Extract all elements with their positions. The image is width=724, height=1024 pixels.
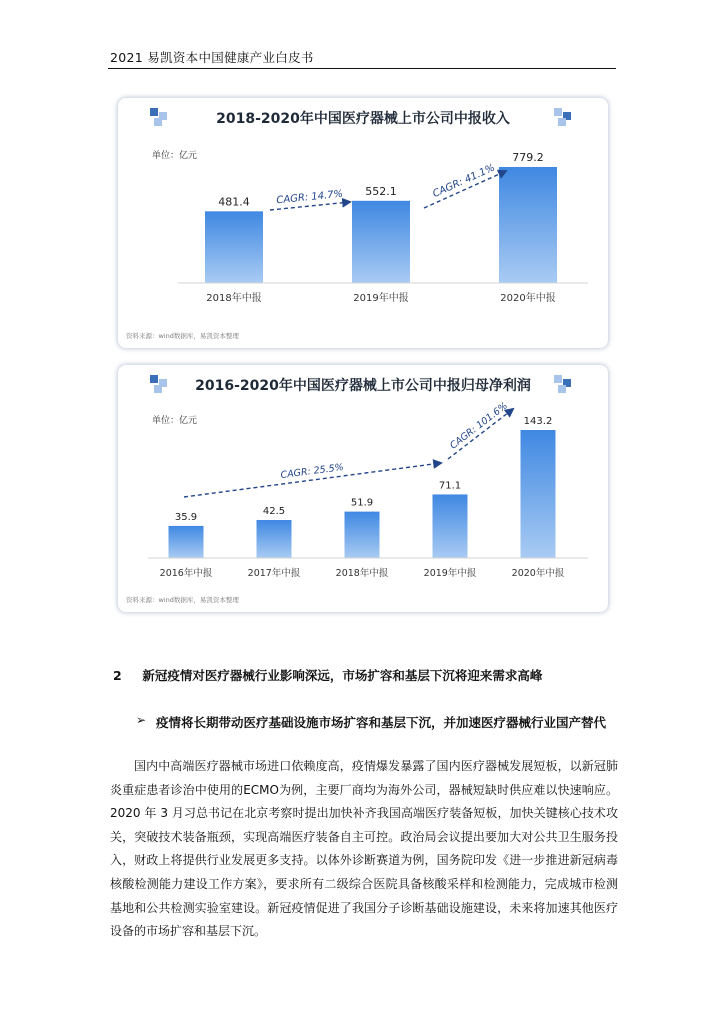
bar-2018年中报 [345, 512, 380, 558]
section-title: 新冠疫情对医疗器械行业影响深远，市场扩容和基层下沉将迎来需求高峰 [142, 668, 543, 683]
category-label: 2018年中报 [335, 568, 389, 579]
unit-label: 单位：亿元 [152, 416, 198, 426]
cagr-label: CAGR: 101.6% [448, 400, 510, 452]
net-profit-bar-chart [118, 365, 608, 612]
source-note: 资料来源：wind数据库，易凯资本整理 [126, 596, 239, 604]
bullet-title: 疫情将长期带动医疗基础设施市场扩容和基层下沉，并加速医疗器械行业国产替代 [156, 715, 607, 730]
bar-2020年中报 [521, 430, 556, 558]
chart-title: 2016-2020年中国医疗器械上市公司中报归母净利润 [195, 378, 531, 394]
source-note: 资料来源：wind数据库，易凯资本整理 [126, 332, 239, 340]
category-label: 2020年中报 [500, 293, 556, 304]
body-paragraph: 国内中高端医疗器械市场进口依赖度高，疫情爆发暴露了国内医疗器械发展短板，以新冠肺炎重症患者诊治中使用的ECMO为例，主要厂商均为海外公司，器械短缺时供应难以快速响应。2020 年 3 月习总书记在北京考察时提出加快补齐我国高端医疗装备短板，加快关键核心技术攻关，突破技术装备瓶颈，实现高端医疗装备自主可控。政治局会议提出要加大对公共卫生服务投入，财政上将提供行业发展更多支持。以体外诊断赛道为例，国务院印发《进一步推进新冠病毒核酸检测能力建设工作方案》，要求所有二级综合医院具备核酸采样和检测能力，完成城市检测基地和公共检测实验室建设。新冠疫情促进了我国分子诊断基础设施建设，未来将加速其他医疗设备的市场扩容和基层下沉。 [110, 759, 618, 939]
data-label: 552.1 [365, 184, 397, 198]
data-label: 143.2 [523, 416, 553, 427]
category-label: 2018年中报 [206, 293, 262, 304]
bar-2017年中报 [257, 520, 292, 558]
cagr-label: CAGR: 41.1% [431, 162, 497, 200]
cagr-arrow [448, 409, 513, 459]
section-heading [113, 666, 542, 684]
cagr-label: CAGR: 14.7% [275, 188, 344, 207]
bar-2020年中报 [499, 167, 557, 283]
data-label: 35.9 [174, 511, 198, 523]
category-label: 2019年中报 [423, 568, 477, 579]
section-number: 2 [113, 668, 122, 683]
unit-label: 单位：亿元 [152, 151, 198, 161]
data-label: 779.2 [512, 151, 544, 164]
bullet-arrow-icon: ➢ [136, 713, 147, 727]
category-label: 2020年中报 [511, 568, 565, 579]
revenue-chart-card [118, 98, 608, 348]
data-label: 42.5 [262, 506, 286, 518]
category-label: 2019年中报 [353, 293, 409, 304]
bar-2019年中报 [433, 494, 468, 558]
data-label: 481.4 [218, 195, 250, 209]
bar-2018年中报 [205, 211, 263, 283]
category-label: 2017年中报 [247, 568, 301, 579]
bar-2019年中报 [352, 201, 410, 283]
data-label: 71.1 [438, 480, 462, 492]
page-header-title: 2021 易凯资本中国健康产业白皮书 [110, 50, 314, 65]
chart-title: 2018-2020年中国医疗器械上市公司中报收入 [216, 111, 510, 127]
revenue-bar-chart [118, 98, 608, 348]
net-profit-chart-card [118, 365, 608, 612]
bar-2016年中报 [169, 526, 204, 558]
cagr-label: CAGR: 25.5% [279, 461, 345, 482]
data-label: 51.9 [350, 497, 374, 509]
category-label: 2016年中报 [159, 568, 213, 579]
header-divider [108, 68, 616, 69]
